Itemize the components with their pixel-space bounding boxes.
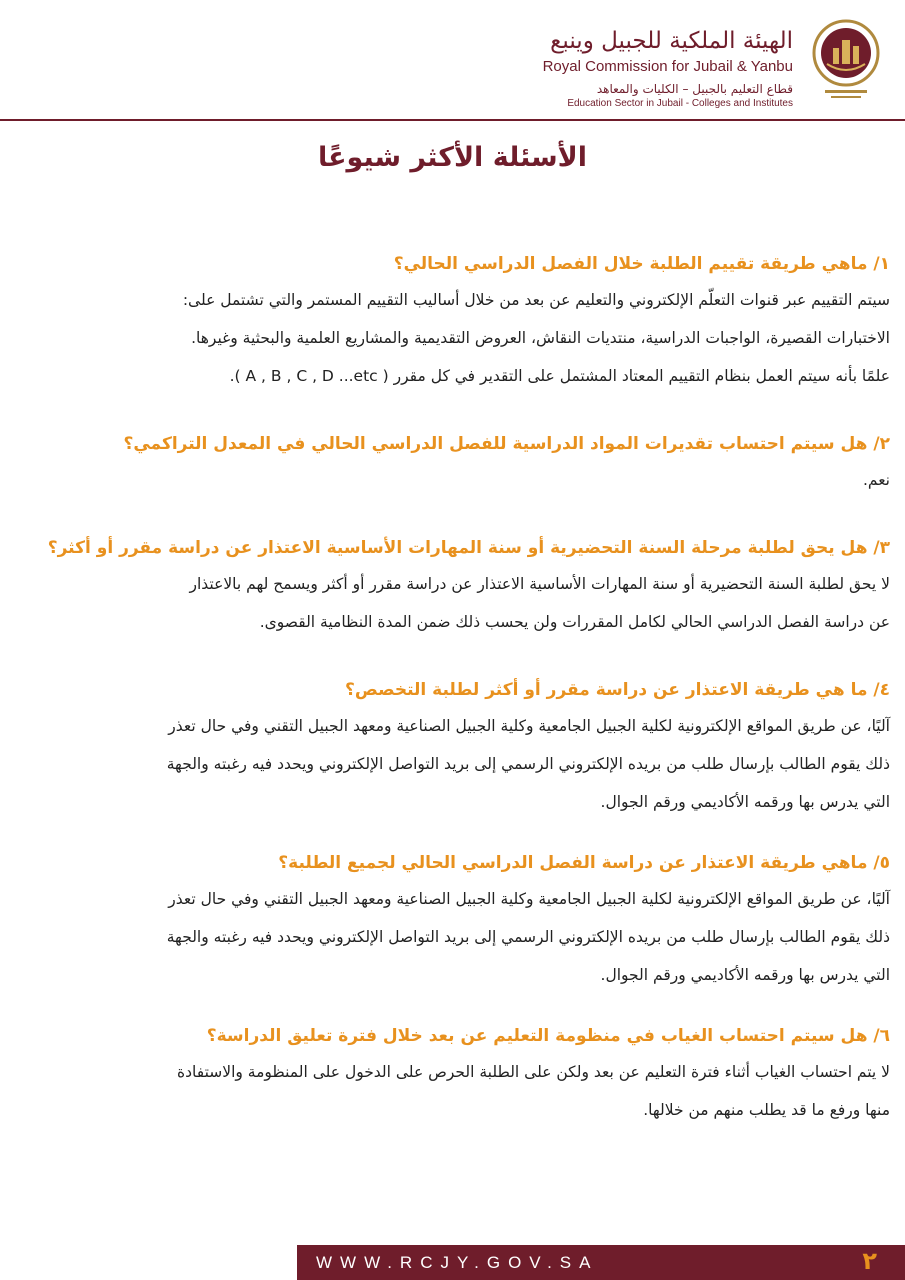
faq-answer-line: منها ورفع ما قد يطلب منهم من خلالها.	[643, 1101, 890, 1119]
org-name-english: Royal Commission for Jubail & Yanbu	[542, 58, 793, 75]
page-footer	[0, 1245, 905, 1280]
faq-item-3	[18, 531, 890, 641]
website-url: WWW.RCJY.GOV.SA	[316, 1253, 599, 1272]
faq-answer-line: لا يحق لطلبة السنة التحضيرية أو سنة المهارات الأساسية الاعتذار عن دراسة مقرر أو أكثر ويسمح لهم بالاعتذار	[189, 575, 890, 593]
faq-item-6	[18, 1019, 890, 1129]
faq-answer-line: عن دراسة الفصل الدراسي الحالي لكامل المقررات ولن يحسب ذلك ضمن المدة النظامية القصوى.	[259, 613, 890, 631]
faq-answer-line: لا يتم احتساب الغياب أثناء فترة التعليم عن بعد ولكن على الطلبة الحرص على الدخول على المنظومة والاستفادة	[176, 1063, 890, 1081]
faq-question: ٥/ ماهي طريقة الاعتذار عن دراسة الفصل الدراسي الحالي لجميع الطلبة؟	[278, 853, 890, 873]
faq-answer-line: التي يدرس بها ورقمه الأكاديمي ورقم الجوال.	[600, 793, 890, 811]
faq-question: ٣/ هل يحق لطلبة مرحلة السنة التحضيرية أو سنة المهارات الأساسية الاعتذار عن دراسة مقرر أو أكثر؟	[47, 538, 890, 558]
faq-item-1	[18, 247, 890, 395]
faq-answer-line: آليًا، عن طريق المواقع الإلكترونية لكلية الجبيل الجامعية وكلية الجبيل الصناعية ومعهد الجبيل التقني وفي حال تعذر	[168, 890, 890, 908]
faq-answer-line: نعم.	[862, 471, 890, 489]
faq-item-2	[18, 427, 890, 499]
faq-question: ٢/ هل سيتم احتساب تقديرات المواد الدراسية للفصل الدراسي الحالي في المعدل التراكمي؟	[123, 434, 890, 454]
page-number: ٢	[862, 1247, 877, 1275]
faq-item-4	[18, 673, 890, 821]
page-title: الأسئلة الأكثر شيوعًا	[317, 142, 588, 173]
org-name-arabic: الهيئة الملكية للجبيل وينبع	[550, 28, 793, 54]
faq-answer-line: ذلك يقوم الطالب بإرسال طلب من بريده الإلكتروني الرسمي إلى بريد التواصل الإلكتروني ويحدد فيه رغبته والجهة	[166, 928, 890, 946]
royal-commission-emblem-icon	[811, 18, 881, 106]
faq-answer-line: آليًا، عن طريق المواقع الإلكترونية لكلية الجبيل الجامعية وكلية الجبيل الصناعية ومعهد الجبيل التقني وفي حال تعذر	[168, 717, 890, 735]
footer-spacer	[0, 1245, 297, 1280]
header-divider	[0, 119, 905, 121]
sector-name-arabic: قطاع التعليم بالجبيل – الكليات والمعاهد	[596, 82, 793, 96]
faq-answer-line: الاختبارات القصيرة، الواجبات الدراسية، منتديات النقاش، العروض التقديمية والمشاريع العلمية والبحثية وغيرها.	[191, 329, 890, 347]
faq-question: ١/ ماهي طريقة تقييم الطلبة خلال الفصل الدراسي الحالي؟	[393, 254, 890, 274]
faq-answer-line: علمًا بأنه سيتم العمل بنظام التقييم المعتاد المشتمل على التقدير في كل مقرر ( A , B , C , D ...etc ).	[229, 367, 890, 385]
faq-answer-line: سيتم التقييم عبر قنوات التعلّم الإلكتروني والتعليم عن بعد من خلال أساليب التقييم المستمر والتي تشتمل على:	[182, 291, 890, 309]
faq-question: ٦/ هل سيتم احتساب الغياب في منظومة التعليم عن بعد خلال فترة تعليق الدراسة؟	[206, 1026, 890, 1046]
sector-name-english: Education Sector in Jubail - Colleges and Institutes	[567, 98, 793, 109]
faq-question: ٤/ ما هي طريقة الاعتذار عن دراسة مقرر أو أكثر لطلبة التخصص؟	[345, 680, 890, 700]
faq-answer-line: ذلك يقوم الطالب بإرسال طلب من بريده الإلكتروني الرسمي إلى بريد التواصل الإلكتروني ويحدد فيه رغبته والجهة	[166, 755, 890, 773]
faq-answer-line: التي يدرس بها ورقمه الأكاديمي ورقم الجوال.	[600, 966, 890, 984]
page-header	[0, 0, 905, 122]
faq-item-5	[18, 846, 890, 994]
